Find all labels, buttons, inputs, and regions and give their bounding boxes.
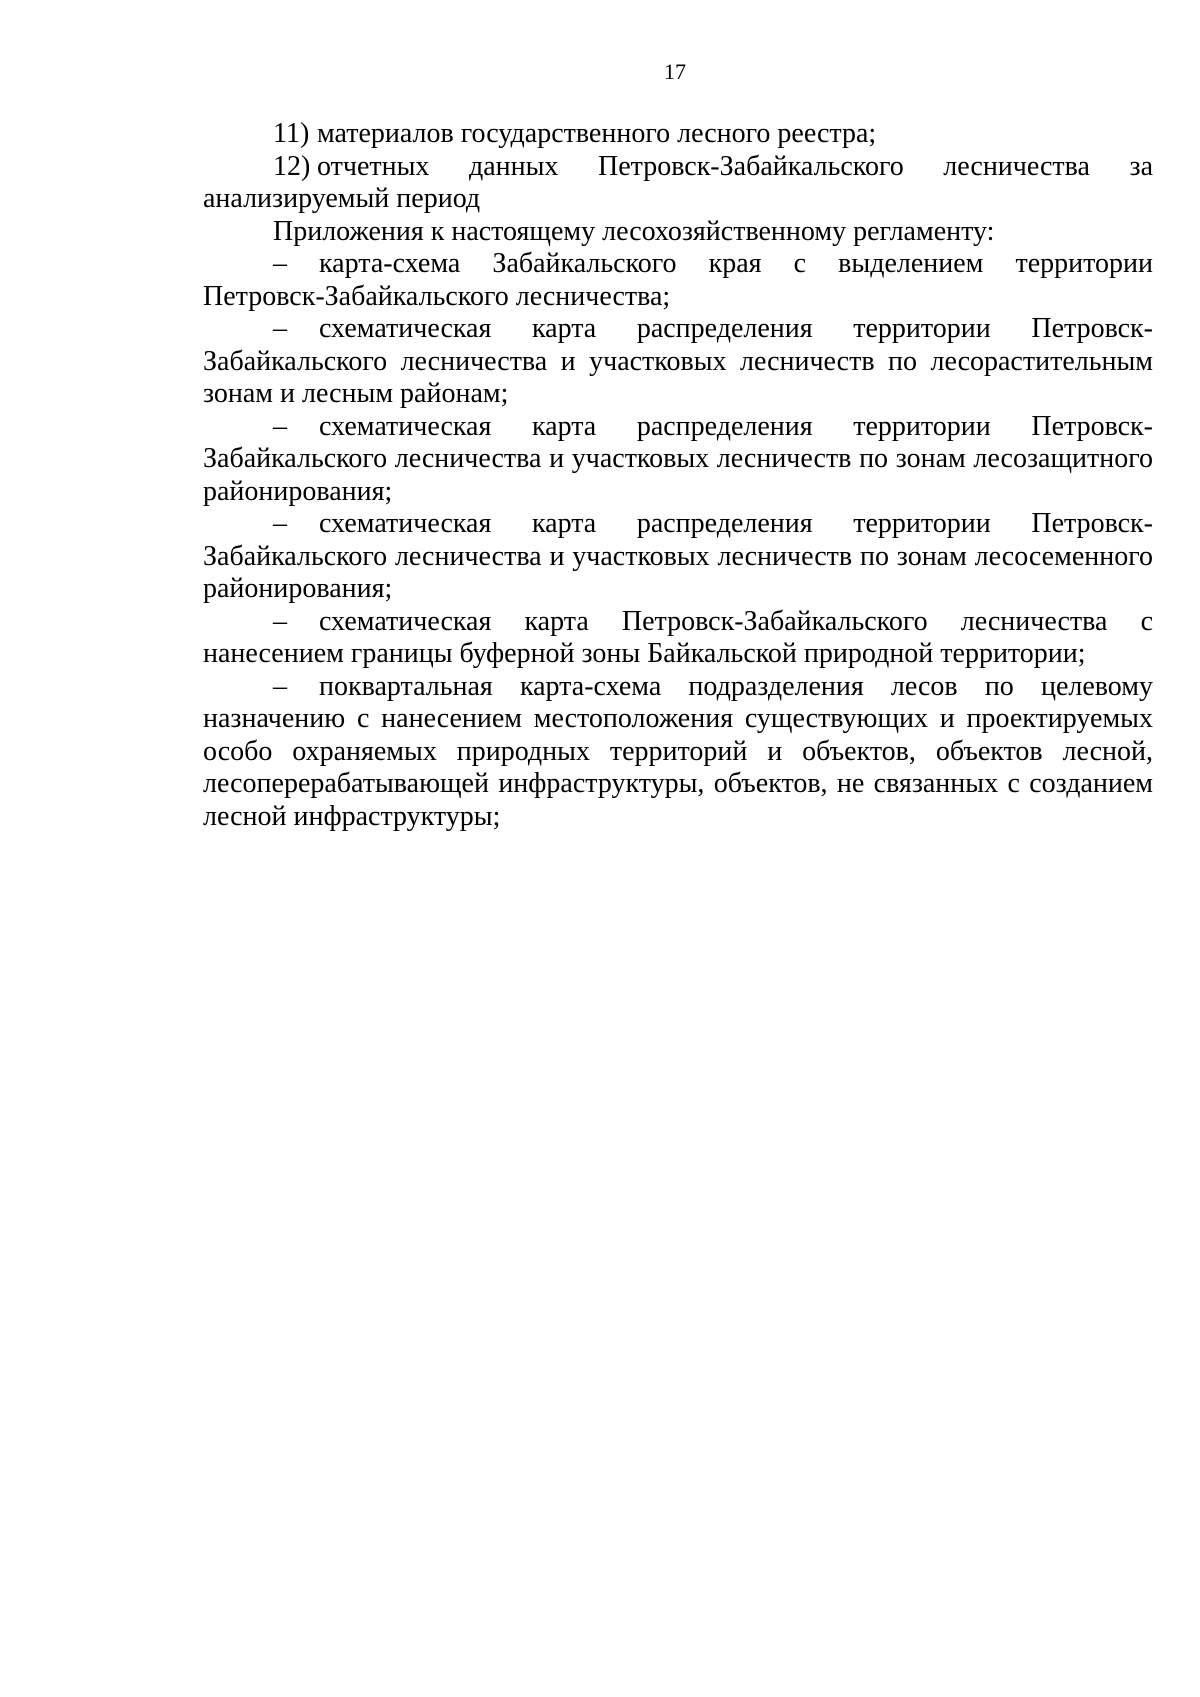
appendix-item xyxy=(203,606,1153,671)
source-item-text: отчетных данных Петровск-Забайкальского лесничества за анализируемый период xyxy=(203,150,1153,214)
dash-marker: – xyxy=(273,313,287,344)
document-body xyxy=(203,118,1153,833)
appendix-item-text: карта-схема Забайкальского края с выделением территории Петровск-Забайкальского лесничества; xyxy=(203,248,1153,312)
appendix-item-text: схематическая карта распределения территории Петровск-Забайкальского лесничества и участковых лесничеств по зонам лесозащитного районирования; xyxy=(203,410,1153,507)
source-item-12 xyxy=(203,151,1153,216)
appendix-item-text: схематическая карта распределения территории Петровск-Забайкальского лесничества и участковых лесничеств по зонам лесосеменного районирования; xyxy=(203,508,1153,604)
appendix-item xyxy=(203,313,1153,411)
page-number: 17 xyxy=(664,59,686,84)
source-item-text: материалов государственного лесного реестра; xyxy=(317,118,877,149)
dash-marker: – xyxy=(273,508,287,539)
appendix-item xyxy=(203,671,1153,834)
appendix-item xyxy=(203,411,1153,509)
source-item-number: 12) xyxy=(273,150,311,182)
dash-marker: – xyxy=(273,670,287,702)
appendix-item xyxy=(203,248,1153,313)
source-item-number: 11) xyxy=(273,118,310,149)
source-item-11 xyxy=(203,118,1153,151)
appendix-intro: Приложения к настоящему лесохозяйственному регламенту: xyxy=(273,215,995,247)
appendix-item-text: схематическая карта Петровск-Забайкальского лесничества с нанесением границы буферной зоны Байкальской природной территории; xyxy=(203,605,1153,669)
appendix-item-text: поквартальная карта-схема подразделения лесов по целевому назначению с нанесением местоположения существующих и проектируемых особо охраняемых природных территорий и объектов, объектов лесной, лесоперерабатывающей инфраструктуры, объектов, не связанных с созданием лесной инфраструктуры; xyxy=(203,670,1153,832)
appendix-item-text: схематическая карта распределения территории Петровск-Забайкальского лесничества и участковых лесничеств по лесорастительным зонам и лесным районам; xyxy=(203,313,1153,409)
dash-marker: – xyxy=(273,248,287,279)
appendix-item xyxy=(203,508,1153,606)
dash-marker: – xyxy=(273,410,287,442)
dash-marker: – xyxy=(273,605,287,637)
